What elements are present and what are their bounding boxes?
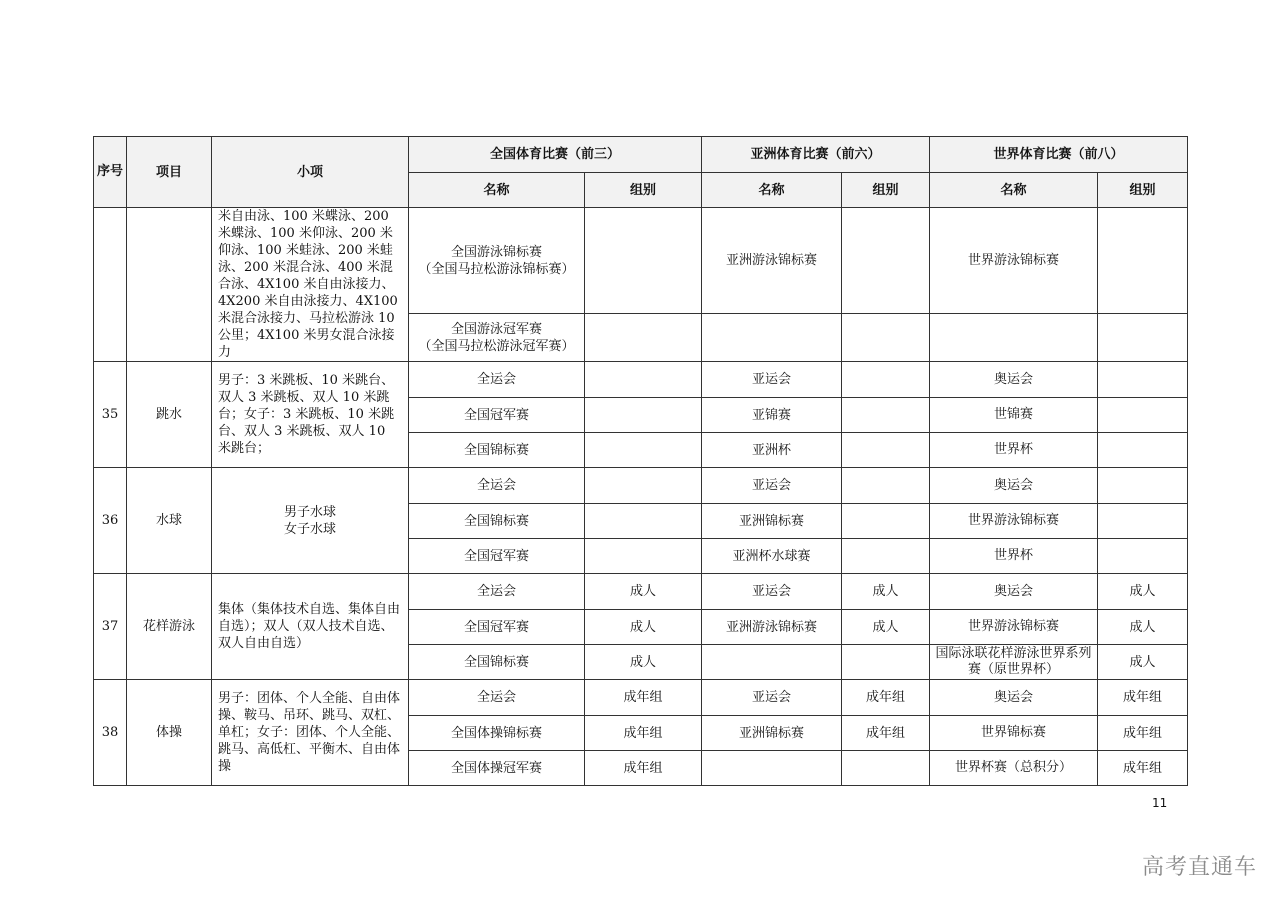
national-name-cell: 全国游泳冠军赛 （全国马拉松游泳冠军赛） [409,314,585,362]
item-cell: 花样游泳 [127,574,212,680]
national-name-cell: 全国体操锦标赛 [409,716,585,751]
world-name-cell: 奥运会 [930,574,1098,610]
world-name-cell: 世界锦标赛 [930,716,1098,751]
table-row [94,680,1188,716]
asian-group-cell [842,398,930,433]
seq-cell [94,208,127,362]
asian-group-cell [842,751,930,786]
header-asian: 亚洲体育比赛（前六） [702,137,930,173]
world-group-cell: 成人 [1098,610,1188,645]
national-name-cell: 全国冠军赛 [409,610,585,645]
asian-name-cell: 亚运会 [702,680,842,716]
world-name-cell: 世界游泳锦标赛 [930,610,1098,645]
national-name-cell: 全运会 [409,468,585,504]
header-sub-item: 小项 [212,137,409,208]
world-group-cell [1098,539,1188,574]
seq-cell: 35 [94,362,127,468]
header-asian-group: 组别 [842,173,930,208]
world-group-cell: 成年组 [1098,751,1188,786]
header-national-name: 名称 [409,173,585,208]
national-group-cell [585,398,702,433]
world-name-cell: 国际泳联花样游泳世界系列赛（原世界杯） [930,645,1098,680]
seq-cell: 38 [94,680,127,786]
national-group-cell [585,433,702,468]
asian-name-cell: 亚运会 [702,468,842,504]
national-name-cell: 全国锦标赛 [409,504,585,539]
world-group-cell [1098,468,1188,504]
header-national-group: 组别 [585,173,702,208]
asian-name-cell: 亚洲锦标赛 [702,504,842,539]
asian-group-cell: 成人 [842,610,930,645]
national-group-cell [585,362,702,398]
sub-items-cell: 男子：团体、个人全能、自由体操、鞍马、吊环、跳马、双杠、单杠；女子：团体、个人全能、跳马、高低杠、平衡木、自由体操 [212,680,409,786]
header-asian-name: 名称 [702,173,842,208]
national-group-cell [585,314,702,362]
world-group-cell [1098,314,1188,362]
national-name-cell: 全运会 [409,362,585,398]
national-group-cell [585,468,702,504]
asian-group-cell [842,208,930,314]
asian-group-cell [842,433,930,468]
header-seq: 序号 [94,137,127,208]
header-item: 项目 [127,137,212,208]
national-name-cell: 全国体操冠军赛 [409,751,585,786]
world-name-cell: 世界杯赛（总积分） [930,751,1098,786]
national-name-cell: 全运会 [409,680,585,716]
asian-group-cell [842,314,930,362]
world-group-cell [1098,208,1188,314]
asian-name-cell: 亚锦赛 [702,398,842,433]
world-name-cell: 世界游泳锦标赛 [930,208,1098,314]
world-name-cell [930,314,1098,362]
national-name-cell: 全国冠军赛 [409,539,585,574]
national-group-cell [585,539,702,574]
national-name-cell: 全国锦标赛 [409,433,585,468]
asian-name-cell [702,751,842,786]
world-group-cell: 成人 [1098,574,1188,610]
watermark-logo: 高考直通车 [1142,855,1258,880]
world-group-cell [1098,362,1188,398]
seq-cell: 37 [94,574,127,680]
asian-group-cell [842,539,930,574]
table-row [94,468,1188,504]
item-cell: 水球 [127,468,212,574]
sports-competition-table [93,136,1188,786]
world-name-cell: 世界杯 [930,539,1098,574]
asian-group-cell [842,468,930,504]
national-group-cell: 成年组 [585,716,702,751]
asian-name-cell [702,314,842,362]
national-group-cell [585,208,702,314]
page-number: 11 [1152,796,1168,810]
header-world-group: 组别 [1098,173,1188,208]
asian-name-cell: 亚运会 [702,574,842,610]
table-row [94,574,1188,610]
asian-name-cell: 亚运会 [702,362,842,398]
seq-cell: 36 [94,468,127,574]
table-row [94,362,1188,398]
header-national: 全国体育比赛（前三） [409,137,702,173]
national-name-cell: 全国冠军赛 [409,398,585,433]
sub-items-cell: 男子：3 米跳板、10 米跳台、双人 3 米跳板、双人 10 米跳台；女子：3 米跳板、10 米跳台、双人 3 米跳板、双人 10 米跳台； [212,362,409,468]
item-cell: 体操 [127,680,212,786]
national-name-cell: 全运会 [409,574,585,610]
asian-group-cell: 成人 [842,574,930,610]
table-row [94,208,1188,314]
world-name-cell: 奥运会 [930,680,1098,716]
asian-name-cell: 亚洲杯 [702,433,842,468]
item-cell: 跳水 [127,362,212,468]
asian-group-cell [842,504,930,539]
world-group-cell [1098,504,1188,539]
asian-group-cell: 成年组 [842,680,930,716]
asian-name-cell [702,645,842,680]
national-name-cell: 全国锦标赛 [409,645,585,680]
sub-items-cell: 男子水球 女子水球 [212,468,409,574]
world-group-cell [1098,433,1188,468]
asian-group-cell [842,362,930,398]
national-group-cell: 成人 [585,610,702,645]
asian-name-cell: 亚洲锦标赛 [702,716,842,751]
world-name-cell: 世锦赛 [930,398,1098,433]
header-world-name: 名称 [930,173,1098,208]
world-group-cell: 成年组 [1098,716,1188,751]
asian-group-cell [842,645,930,680]
sub-items-cell: 米自由泳、100 米蝶泳、200 米蝶泳、100 米仰泳、200 米仰泳、100 米蛙泳、200 米蛙泳、200 米混合泳、400 米混合泳、4X100 米自由泳接力、4X200 米自由泳接力、4X100 米混合泳接力、马拉松游泳 10 公里；4X100 米男女混合泳接力 [212,208,409,362]
world-group-cell: 成年组 [1098,680,1188,716]
national-name-cell: 全国游泳锦标赛 （全国马拉松游泳锦标赛） [409,208,585,314]
national-group-cell: 成人 [585,645,702,680]
asian-name-cell: 亚洲游泳锦标赛 [702,208,842,314]
world-name-cell: 世界杯 [930,433,1098,468]
world-name-cell: 奥运会 [930,362,1098,398]
asian-name-cell: 亚洲游泳锦标赛 [702,610,842,645]
national-group-cell: 成年组 [585,751,702,786]
header-world: 世界体育比赛（前八） [930,137,1188,173]
asian-name-cell: 亚洲杯水球赛 [702,539,842,574]
national-group-cell: 成年组 [585,680,702,716]
national-group-cell [585,504,702,539]
world-name-cell: 世界游泳锦标赛 [930,504,1098,539]
world-name-cell: 奥运会 [930,468,1098,504]
asian-group-cell: 成年组 [842,716,930,751]
sub-items-cell: 集体（集体技术自选、集体自由自选）；双人（双人技术自选、双人自由自选） [212,574,409,680]
world-group-cell [1098,398,1188,433]
world-group-cell: 成人 [1098,645,1188,680]
national-group-cell: 成人 [585,574,702,610]
item-cell [127,208,212,362]
